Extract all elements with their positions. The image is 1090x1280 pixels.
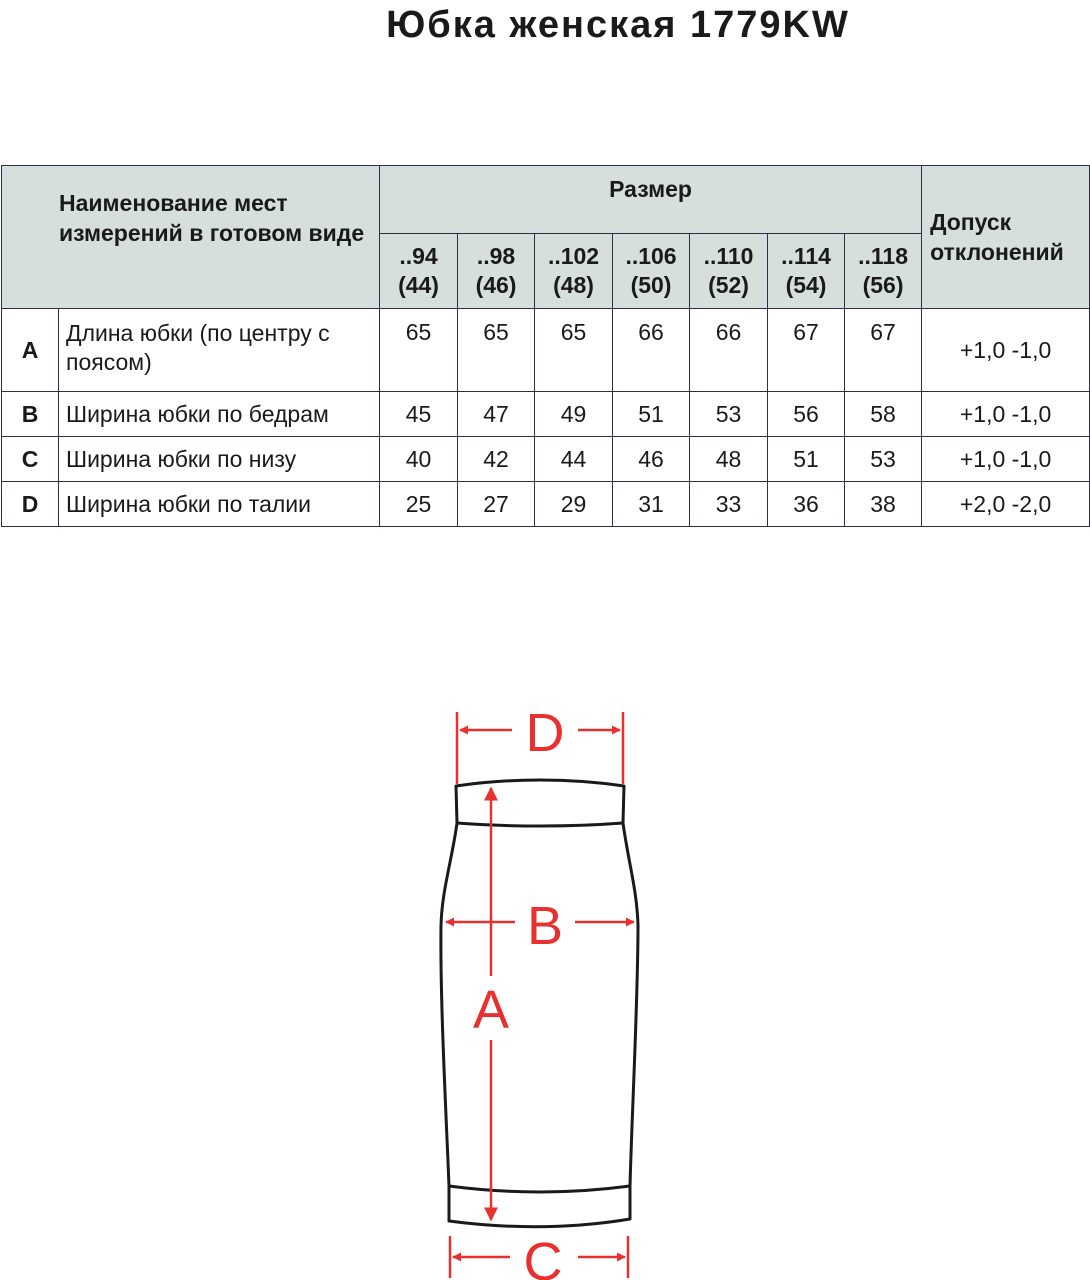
header-measurement-name: Наименование мест измерений в готовом виде xyxy=(2,166,380,309)
row-letter: A xyxy=(2,309,59,392)
row-value: 48 xyxy=(690,437,768,482)
row-tolerance: +1,0 -1,0 xyxy=(922,437,1090,482)
size-column-header: ..106 (50) xyxy=(613,234,690,309)
size-column-header: ..110 (52) xyxy=(690,234,768,309)
row-letter: C xyxy=(2,437,59,482)
skirt-hem-line xyxy=(449,1186,630,1192)
dimension-c-label: C xyxy=(523,1232,563,1280)
row-value: 33 xyxy=(690,482,768,527)
row-letter: D xyxy=(2,482,59,527)
row-value: 67 xyxy=(845,309,922,392)
row-tolerance: +1,0 -1,0 xyxy=(922,392,1090,437)
row-value: 36 xyxy=(768,482,845,527)
row-value: 40 xyxy=(380,437,458,482)
row-tolerance: +2,0 -2,0 xyxy=(922,482,1090,527)
row-value: 38 xyxy=(845,482,922,527)
size-column-header: ..118 (56) xyxy=(845,234,922,309)
row-value: 65 xyxy=(380,309,458,392)
row-measurement-name: Ширина юбки по бедрам xyxy=(59,392,380,437)
row-value: 53 xyxy=(845,437,922,482)
row-measurement-name: Ширина юбки по низу xyxy=(59,437,380,482)
row-value: 45 xyxy=(380,392,458,437)
row-value: 27 xyxy=(458,482,535,527)
row-value: 65 xyxy=(535,309,613,392)
row-measurement-name: Ширина юбки по талии xyxy=(59,482,380,527)
row-value: 46 xyxy=(613,437,690,482)
page-title: Юбка женская 1779KW xyxy=(386,4,850,46)
row-value: 66 xyxy=(690,309,768,392)
row-value: 42 xyxy=(458,437,535,482)
row-value: 44 xyxy=(535,437,613,482)
skirt-body-outline xyxy=(441,823,638,1227)
dimension-b-label: B xyxy=(526,896,564,956)
size-column-header: ..98 (46) xyxy=(458,234,535,309)
row-measurement-name: Длина юбки (по центру с поясом) xyxy=(59,309,380,392)
row-value: 58 xyxy=(845,392,922,437)
row-value: 25 xyxy=(380,482,458,527)
row-letter: B xyxy=(2,392,59,437)
dimension-a-label: A xyxy=(472,980,510,1040)
row-value: 51 xyxy=(613,392,690,437)
size-column-header: ..102 (48) xyxy=(535,234,613,309)
size-column-header: ..94 (44) xyxy=(380,234,458,309)
row-value: 53 xyxy=(690,392,768,437)
row-value: 67 xyxy=(768,309,845,392)
header-size: Размер xyxy=(380,166,922,234)
row-value: 47 xyxy=(458,392,535,437)
row-value: 56 xyxy=(768,392,845,437)
skirt-waistband-outline xyxy=(456,780,624,826)
row-value: 65 xyxy=(458,309,535,392)
dimension-d-label: D xyxy=(525,703,565,763)
row-value: 66 xyxy=(613,309,690,392)
row-tolerance: +1,0 -1,0 xyxy=(922,309,1090,392)
row-value: 31 xyxy=(613,482,690,527)
row-value: 49 xyxy=(535,392,613,437)
row-value: 29 xyxy=(535,482,613,527)
size-column-header: ..114 (54) xyxy=(768,234,845,309)
row-value: 51 xyxy=(768,437,845,482)
header-tolerance: Допуск отклонений xyxy=(922,166,1090,309)
